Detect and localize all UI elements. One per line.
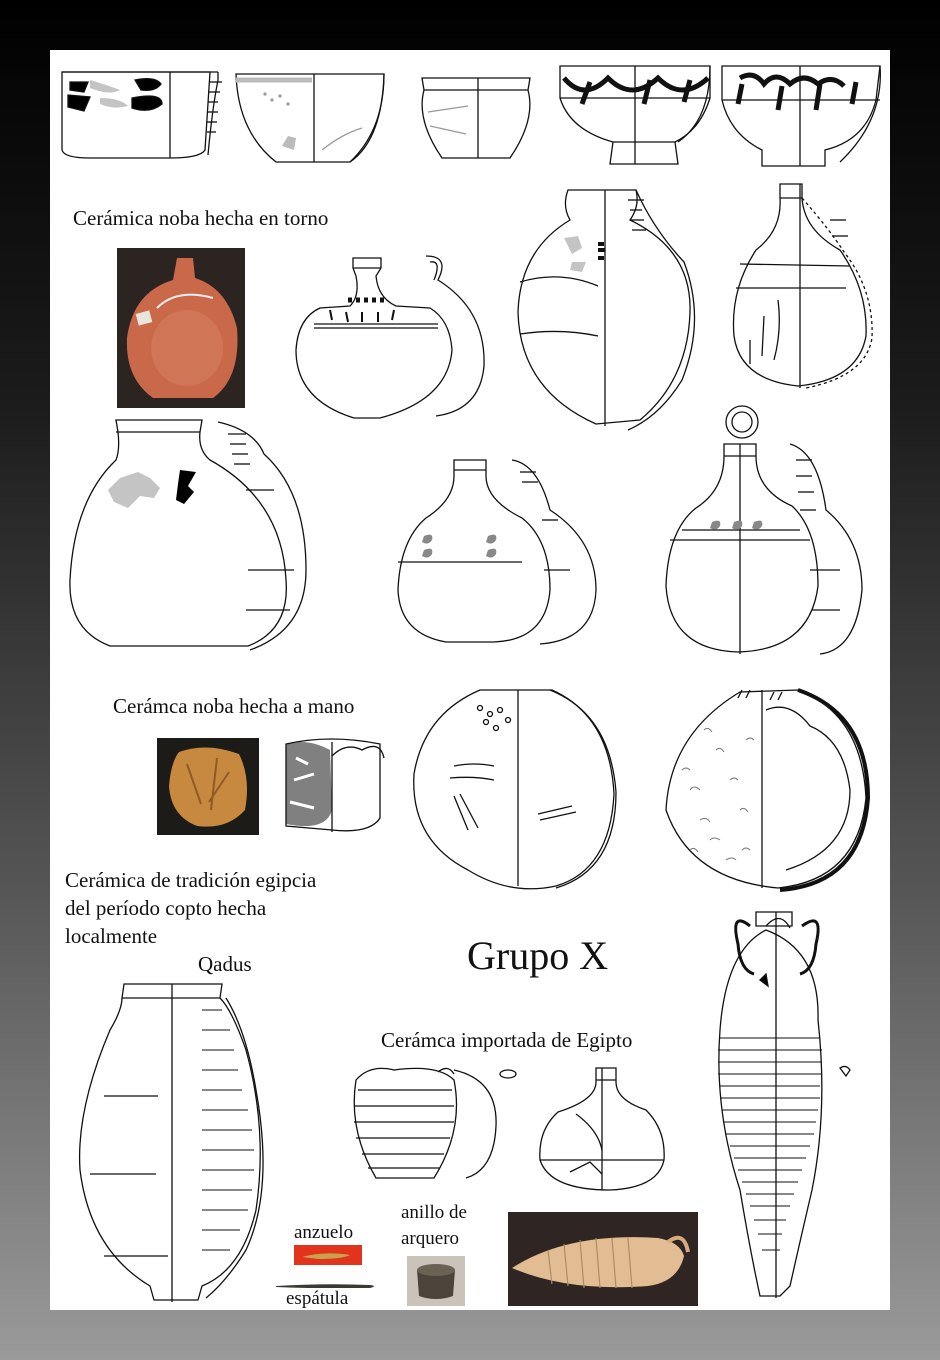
jar-spout-drawing: [296, 256, 484, 418]
photo-fish-hook: [294, 1245, 362, 1265]
photo-handmade-pot: [157, 738, 259, 835]
photo-archer-ring: [407, 1256, 465, 1306]
label-archer-ring-line-1: anillo de: [401, 1202, 467, 1223]
flask-2-drawing: [733, 184, 872, 388]
label-egyptian-tradition-line-2: del período copto hecha: [65, 896, 267, 920]
flask-4-drawing: [666, 444, 862, 654]
pottery-drawings: [50, 50, 890, 1310]
hook-photo-art: [294, 1245, 362, 1265]
handmade-pot-photo-art: [157, 738, 259, 835]
flask-1-drawing: [518, 190, 695, 430]
globular-jar-1-drawing: [414, 690, 616, 889]
jar-large-drawing: [70, 420, 306, 650]
bowl-2-drawing: [236, 74, 384, 162]
ring-drawing: [726, 406, 758, 438]
photo-spatula: [274, 1278, 380, 1288]
photo-wheel-made-jar: [117, 248, 245, 408]
label-egyptian-tradition-line-1: Cerámica de tradición egipcia: [65, 868, 317, 892]
handmade-pot-drawing: [286, 739, 384, 832]
bowl-4-drawing: [560, 66, 710, 164]
photo-amphora: [508, 1212, 698, 1306]
globular-jar-2-drawing: [666, 690, 868, 890]
spatula-photo-art: [274, 1281, 380, 1288]
amphora-photo-art: [508, 1212, 698, 1306]
bowl-1-drawing: [62, 72, 222, 158]
label-imported-pottery: Cerámca importada de Egipto: [381, 1028, 633, 1052]
wheel-jar-photo-art: [117, 248, 245, 408]
label-handmade-pottery: Cerámca noba hecha a mano: [113, 694, 355, 718]
archer-ring-photo-art: [407, 1256, 465, 1306]
amphora-drawing: [718, 912, 850, 1298]
figure-sheet: [50, 50, 890, 1310]
label-wheel-made-pottery: Cerámica noba hecha en torno: [73, 206, 329, 230]
label-qadus: Qadus: [198, 952, 252, 976]
label-fish-hook: anzuelo: [294, 1222, 354, 1243]
qadus-drawing: [80, 984, 263, 1302]
label-egyptian-tradition-line-3: localmente: [65, 924, 158, 948]
label-archer-ring-line-2: arquero: [401, 1228, 460, 1249]
flask-3-drawing: [398, 460, 596, 644]
group-title: Grupo X: [467, 933, 609, 978]
bowl-5-drawing: [722, 66, 880, 166]
bowl-3-drawing: [422, 78, 530, 158]
imported-jar-1-drawing: [354, 1068, 516, 1178]
label-spatula: espátula: [286, 1288, 349, 1309]
imported-jar-2-drawing: [540, 1068, 664, 1190]
